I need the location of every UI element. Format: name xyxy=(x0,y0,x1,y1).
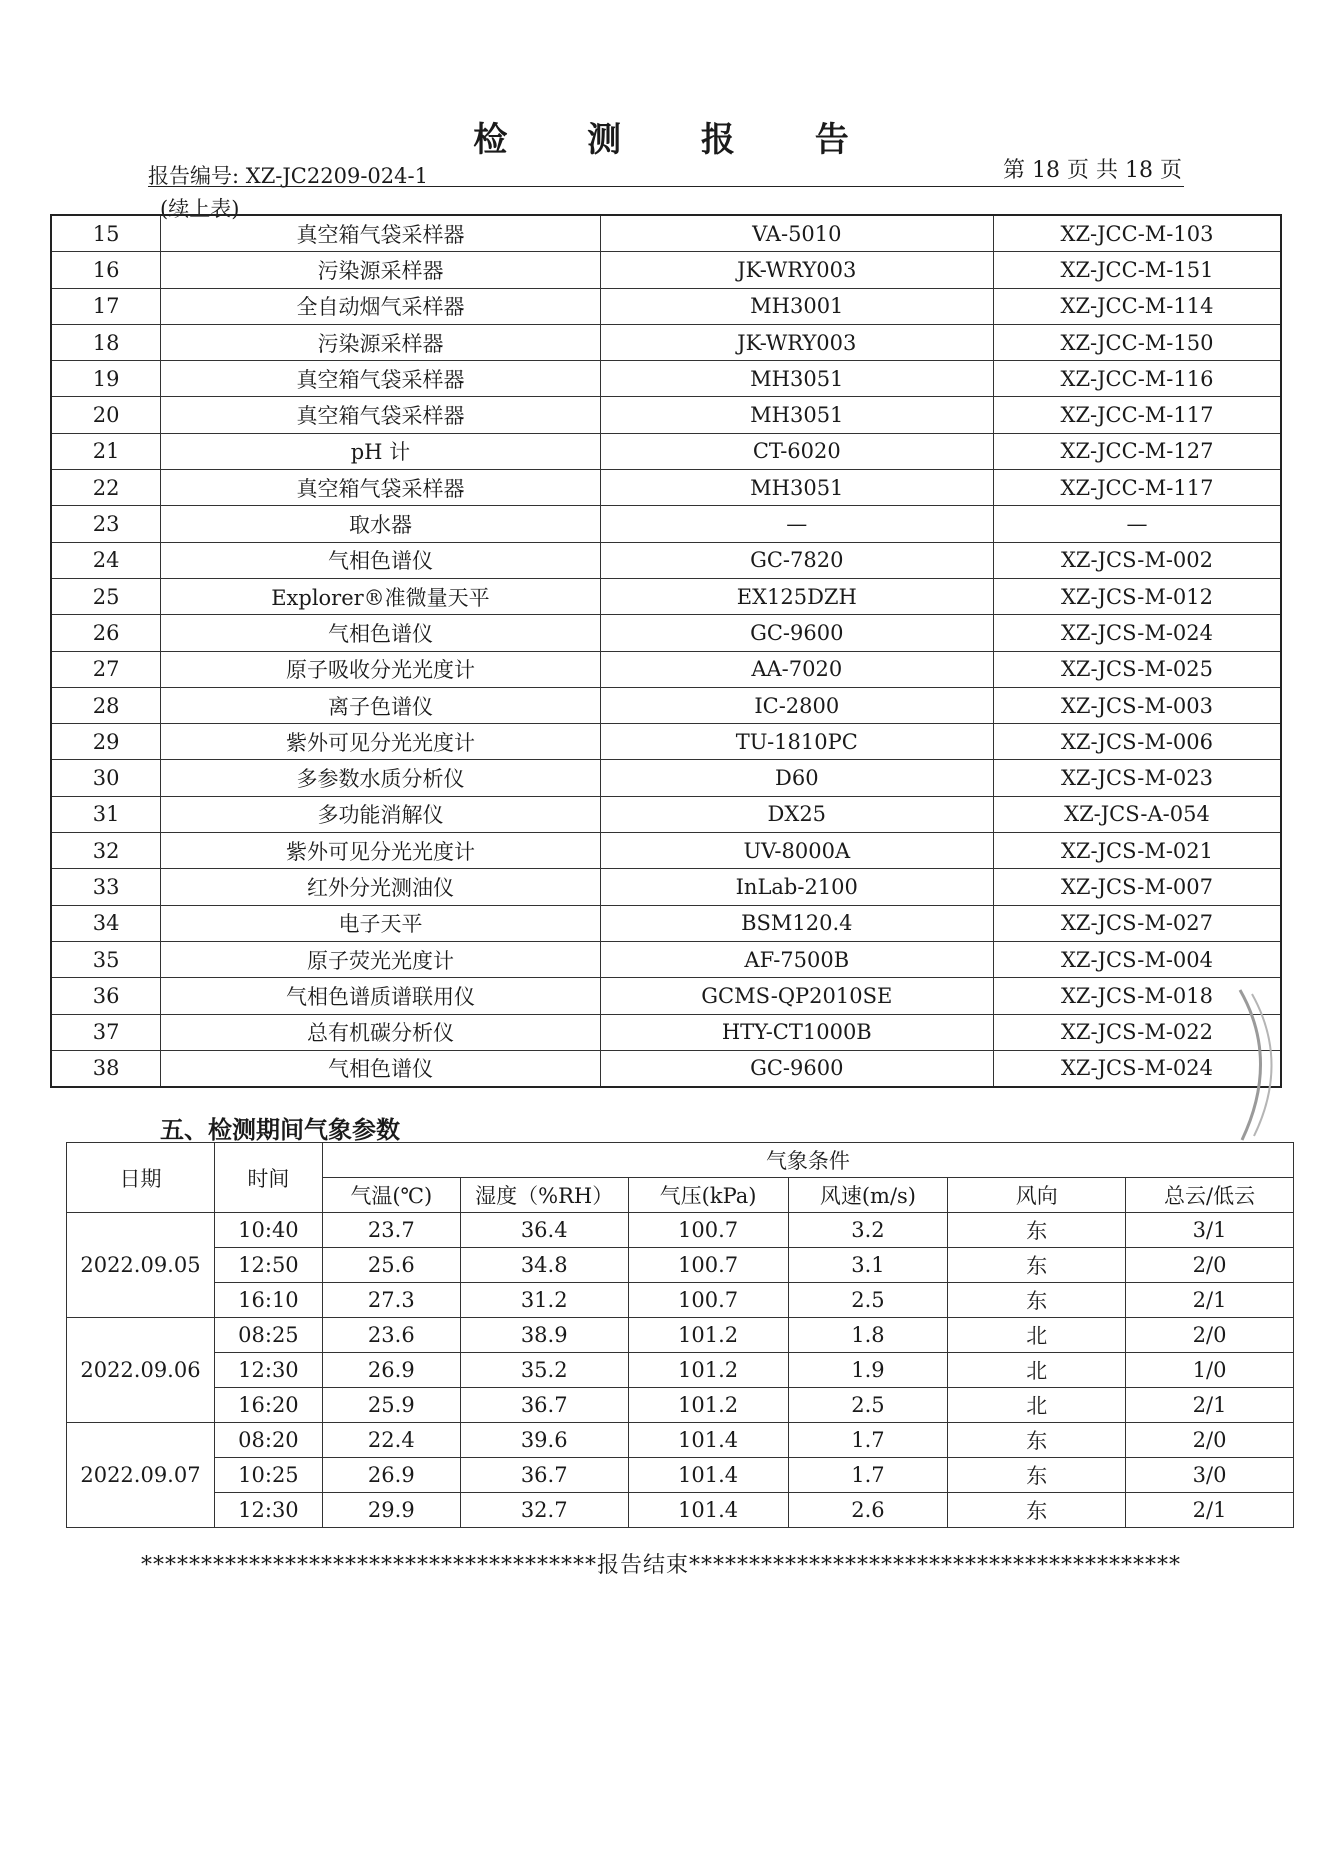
equipment-id: XZ-JCS-M-025 xyxy=(993,651,1281,687)
equipment-name: pH 计 xyxy=(161,433,600,469)
weather-wind-speed: 3.1 xyxy=(788,1248,948,1283)
equipment-model: MH3001 xyxy=(600,288,993,324)
weather-temp: 23.7 xyxy=(322,1213,460,1248)
weather-time: 12:30 xyxy=(214,1493,322,1528)
weather-pressure: 101.4 xyxy=(628,1458,788,1493)
equipment-no: 32 xyxy=(51,833,161,869)
weather-wind-direction: 北 xyxy=(948,1388,1126,1423)
weather-pressure: 100.7 xyxy=(628,1213,788,1248)
equipment-name: 污染源采样器 xyxy=(161,324,600,360)
equipment-model: MH3051 xyxy=(600,470,993,506)
report-title: 检 测 报 告 xyxy=(473,120,883,160)
equipment-name: 电子天平 xyxy=(161,905,600,941)
weather-wind-direction: 东 xyxy=(948,1283,1126,1318)
equipment-name: 气相色谱质谱联用仪 xyxy=(161,978,600,1014)
equipment-id: XZ-JCC-M-114 xyxy=(993,288,1281,324)
weather-temp: 26.9 xyxy=(322,1353,460,1388)
weather-pressure: 101.4 xyxy=(628,1493,788,1528)
header-conditions: 气象条件 xyxy=(322,1143,1293,1178)
table-row xyxy=(67,1318,1294,1353)
equipment-no: 16 xyxy=(51,252,161,288)
weather-temp: 22.4 xyxy=(322,1423,460,1458)
table-row xyxy=(51,1050,1281,1087)
weather-humidity: 31.2 xyxy=(460,1283,628,1318)
weather-date: 2022.09.06 xyxy=(67,1318,215,1423)
equipment-model: UV-8000A xyxy=(600,833,993,869)
weather-wind-speed: 1.9 xyxy=(788,1353,948,1388)
equipment-no: 18 xyxy=(51,324,161,360)
equipment-model: JK-WRY003 xyxy=(600,252,993,288)
weather-wind-direction: 北 xyxy=(948,1318,1126,1353)
weather-wind-speed: 2.5 xyxy=(788,1283,948,1318)
table-row xyxy=(51,724,1281,760)
equipment-no: 27 xyxy=(51,651,161,687)
table-row xyxy=(51,361,1281,397)
weather-pressure: 101.2 xyxy=(628,1388,788,1423)
equipment-id: XZ-JCS-M-024 xyxy=(993,615,1281,651)
weather-cloud: 2/0 xyxy=(1126,1423,1294,1458)
equipment-name: 原子荧光光度计 xyxy=(161,941,600,977)
equipment-id: XZ-JCC-M-151 xyxy=(993,252,1281,288)
table-row xyxy=(51,578,1281,614)
weather-time: 16:20 xyxy=(214,1388,322,1423)
table-row xyxy=(51,978,1281,1014)
equipment-id: XZ-JCS-A-054 xyxy=(993,796,1281,832)
weather-wind-direction: 东 xyxy=(948,1423,1126,1458)
weather-temp: 27.3 xyxy=(322,1283,460,1318)
continued-note: (续上表) xyxy=(160,197,240,221)
weather-humidity: 36.7 xyxy=(460,1388,628,1423)
weather-time: 10:25 xyxy=(214,1458,322,1493)
equipment-name: 紫外可见分光光度计 xyxy=(161,833,600,869)
table-row xyxy=(51,833,1281,869)
equipment-model: GCMS-QP2010SE xyxy=(600,978,993,1014)
equipment-model: — xyxy=(600,506,993,542)
equipment-name: 真空箱气袋采样器 xyxy=(161,215,600,252)
equipment-id: XZ-JCS-M-004 xyxy=(993,941,1281,977)
weather-cloud: 2/0 xyxy=(1126,1248,1294,1283)
table-row xyxy=(51,760,1281,796)
weather-pressure: 101.2 xyxy=(628,1318,788,1353)
equipment-model: GC-9600 xyxy=(600,615,993,651)
weather-time: 12:50 xyxy=(214,1248,322,1283)
equipment-model: AA-7020 xyxy=(600,651,993,687)
header-divider xyxy=(148,186,1184,187)
weather-humidity: 36.7 xyxy=(460,1458,628,1493)
equipment-model: GC-7820 xyxy=(600,542,993,578)
equipment-model: JK-WRY003 xyxy=(600,324,993,360)
equipment-no: 35 xyxy=(51,941,161,977)
table-row xyxy=(67,1493,1294,1528)
equipment-name: 污染源采样器 xyxy=(161,252,600,288)
weather-temp: 26.9 xyxy=(322,1458,460,1493)
equipment-model: InLab-2100 xyxy=(600,869,993,905)
equipment-name: 红外分光测油仪 xyxy=(161,869,600,905)
equipment-id: XZ-JCS-M-022 xyxy=(993,1014,1281,1050)
weather-wind-speed: 2.6 xyxy=(788,1493,948,1528)
weather-humidity: 35.2 xyxy=(460,1353,628,1388)
equipment-no: 28 xyxy=(51,687,161,723)
equipment-no: 20 xyxy=(51,397,161,433)
equipment-name: 真空箱气袋采样器 xyxy=(161,397,600,433)
header-humidity: 湿度（%RH） xyxy=(460,1178,628,1213)
equipment-id: XZ-JCS-M-023 xyxy=(993,760,1281,796)
weather-wind-direction: 东 xyxy=(948,1458,1126,1493)
equipment-no: 36 xyxy=(51,978,161,1014)
weather-humidity: 38.9 xyxy=(460,1318,628,1353)
weather-cloud: 2/0 xyxy=(1126,1318,1294,1353)
equipment-model: EX125DZH xyxy=(600,578,993,614)
equipment-model: TU-1810PC xyxy=(600,724,993,760)
report-end-line: **************************************报告结束***************************************** xyxy=(140,1553,1181,1578)
table-row xyxy=(51,470,1281,506)
equipment-model: VA-5010 xyxy=(600,215,993,252)
equipment-model: IC-2800 xyxy=(600,687,993,723)
weather-wind-direction: 东 xyxy=(948,1213,1126,1248)
equipment-model: AF-7500B xyxy=(600,941,993,977)
table-row xyxy=(51,215,1281,252)
table-row xyxy=(51,869,1281,905)
table-row xyxy=(67,1283,1294,1318)
seal-stamp-icon xyxy=(1232,980,1292,1150)
table-row xyxy=(67,1423,1294,1458)
equipment-name: 取水器 xyxy=(161,506,600,542)
equipment-name: 全自动烟气采样器 xyxy=(161,288,600,324)
table-row xyxy=(51,905,1281,941)
header-time: 时间 xyxy=(214,1143,322,1213)
header-wind-speed: 风速(m/s) xyxy=(788,1178,948,1213)
table-row xyxy=(67,1458,1294,1493)
table-row xyxy=(51,288,1281,324)
equipment-model: D60 xyxy=(600,760,993,796)
weather-pressure: 100.7 xyxy=(628,1248,788,1283)
weather-temp: 23.6 xyxy=(322,1318,460,1353)
equipment-table xyxy=(50,214,1282,1088)
weather-table xyxy=(66,1142,1294,1528)
weather-wind-speed: 3.2 xyxy=(788,1213,948,1248)
weather-time: 08:25 xyxy=(214,1318,322,1353)
equipment-id: XZ-JCS-M-002 xyxy=(993,542,1281,578)
equipment-no: 30 xyxy=(51,760,161,796)
equipment-no: 33 xyxy=(51,869,161,905)
equipment-no: 15 xyxy=(51,215,161,252)
weather-time: 12:30 xyxy=(214,1353,322,1388)
equipment-model: HTY-CT1000B xyxy=(600,1014,993,1050)
weather-temp: 29.9 xyxy=(322,1493,460,1528)
equipment-no: 24 xyxy=(51,542,161,578)
equipment-model: BSM120.4 xyxy=(600,905,993,941)
header-temp: 气温(℃) xyxy=(322,1178,460,1213)
table-row xyxy=(51,433,1281,469)
equipment-no: 31 xyxy=(51,796,161,832)
equipment-model: GC-9600 xyxy=(600,1050,993,1087)
weather-temp: 25.9 xyxy=(322,1388,460,1423)
table-row xyxy=(51,687,1281,723)
weather-pressure: 100.7 xyxy=(628,1283,788,1318)
equipment-name: 总有机碳分析仪 xyxy=(161,1014,600,1050)
weather-wind-direction: 东 xyxy=(948,1493,1126,1528)
table-row xyxy=(67,1353,1294,1388)
weather-temp: 25.6 xyxy=(322,1248,460,1283)
equipment-id: — xyxy=(993,506,1281,542)
equipment-name: 气相色谱仪 xyxy=(161,615,600,651)
equipment-no: 21 xyxy=(51,433,161,469)
equipment-no: 37 xyxy=(51,1014,161,1050)
equipment-model: MH3051 xyxy=(600,361,993,397)
weather-wind-speed: 1.7 xyxy=(788,1423,948,1458)
table-row xyxy=(51,796,1281,832)
weather-wind-speed: 1.7 xyxy=(788,1458,948,1493)
header-pressure: 气压(kPa) xyxy=(628,1178,788,1213)
table-row xyxy=(51,506,1281,542)
equipment-id: XZ-JCC-M-127 xyxy=(993,433,1281,469)
weather-wind-speed: 1.8 xyxy=(788,1318,948,1353)
weather-pressure: 101.2 xyxy=(628,1353,788,1388)
weather-wind-direction: 北 xyxy=(948,1353,1126,1388)
equipment-no: 38 xyxy=(51,1050,161,1087)
table-row xyxy=(51,651,1281,687)
equipment-id: XZ-JCC-M-117 xyxy=(993,397,1281,433)
equipment-id: XZ-JCC-M-117 xyxy=(993,470,1281,506)
equipment-name: 原子吸收分光光度计 xyxy=(161,651,600,687)
table-row xyxy=(51,1014,1281,1050)
weather-humidity: 32.7 xyxy=(460,1493,628,1528)
equipment-model: DX25 xyxy=(600,796,993,832)
table-row xyxy=(51,324,1281,360)
table-row xyxy=(67,1248,1294,1283)
table-row xyxy=(51,397,1281,433)
table-row xyxy=(51,252,1281,288)
equipment-model: CT-6020 xyxy=(600,433,993,469)
equipment-id: XZ-JCS-M-003 xyxy=(993,687,1281,723)
equipment-no: 22 xyxy=(51,470,161,506)
equipment-name: Explorer®准微量天平 xyxy=(161,578,600,614)
table-row xyxy=(51,941,1281,977)
equipment-no: 26 xyxy=(51,615,161,651)
weather-cloud: 2/1 xyxy=(1126,1388,1294,1423)
weather-cloud: 3/1 xyxy=(1126,1213,1294,1248)
equipment-id: XZ-JCC-M-150 xyxy=(993,324,1281,360)
equipment-id: XZ-JCS-M-027 xyxy=(993,905,1281,941)
weather-time: 08:20 xyxy=(214,1423,322,1458)
page-number: 第 18 页 共 18 页 xyxy=(1003,158,1182,183)
equipment-name: 多功能消解仪 xyxy=(161,796,600,832)
equipment-id: XZ-JCS-M-012 xyxy=(993,578,1281,614)
table-row xyxy=(67,1388,1294,1423)
equipment-id: XZ-JCS-M-018 xyxy=(993,978,1281,1014)
equipment-model: MH3051 xyxy=(600,397,993,433)
equipment-id: XZ-JCS-M-007 xyxy=(993,869,1281,905)
equipment-name: 真空箱气袋采样器 xyxy=(161,470,600,506)
equipment-id: XZ-JCC-M-103 xyxy=(993,215,1281,252)
equipment-no: 17 xyxy=(51,288,161,324)
weather-pressure: 101.4 xyxy=(628,1423,788,1458)
equipment-id: XZ-JCS-M-024 xyxy=(993,1050,1281,1087)
equipment-no: 25 xyxy=(51,578,161,614)
weather-date: 2022.09.07 xyxy=(67,1423,215,1528)
weather-wind-speed: 2.5 xyxy=(788,1388,948,1423)
header-wind-direction: 风向 xyxy=(948,1178,1126,1213)
equipment-id: XZ-JCC-M-116 xyxy=(993,361,1281,397)
weather-time: 10:40 xyxy=(214,1213,322,1248)
weather-wind-direction: 东 xyxy=(948,1248,1126,1283)
weather-cloud: 2/1 xyxy=(1126,1493,1294,1528)
equipment-no: 34 xyxy=(51,905,161,941)
equipment-name: 气相色谱仪 xyxy=(161,1050,600,1087)
table-row xyxy=(51,615,1281,651)
weather-humidity: 34.8 xyxy=(460,1248,628,1283)
equipment-name: 离子色谱仪 xyxy=(161,687,600,723)
weather-time: 16:10 xyxy=(214,1283,322,1318)
equipment-id: XZ-JCS-M-021 xyxy=(993,833,1281,869)
weather-date: 2022.09.05 xyxy=(67,1213,215,1318)
equipment-no: 29 xyxy=(51,724,161,760)
table-row xyxy=(67,1213,1294,1248)
weather-humidity: 36.4 xyxy=(460,1213,628,1248)
header-cloud: 总云/低云 xyxy=(1126,1178,1294,1213)
equipment-name: 气相色谱仪 xyxy=(161,542,600,578)
equipment-no: 23 xyxy=(51,506,161,542)
weather-cloud: 2/1 xyxy=(1126,1283,1294,1318)
weather-cloud: 3/0 xyxy=(1126,1458,1294,1493)
equipment-name: 真空箱气袋采样器 xyxy=(161,361,600,397)
equipment-name: 多参数水质分析仪 xyxy=(161,760,600,796)
weather-section-heading: 五、检测期间气象参数 xyxy=(160,1115,400,1144)
equipment-name: 紫外可见分光光度计 xyxy=(161,724,600,760)
weather-cloud: 1/0 xyxy=(1126,1353,1294,1388)
report-number: 报告编号: XZ-JC2209-024-1 xyxy=(148,164,428,188)
header-date: 日期 xyxy=(67,1143,215,1213)
equipment-no: 19 xyxy=(51,361,161,397)
equipment-id: XZ-JCS-M-006 xyxy=(993,724,1281,760)
weather-humidity: 39.6 xyxy=(460,1423,628,1458)
table-row xyxy=(51,542,1281,578)
